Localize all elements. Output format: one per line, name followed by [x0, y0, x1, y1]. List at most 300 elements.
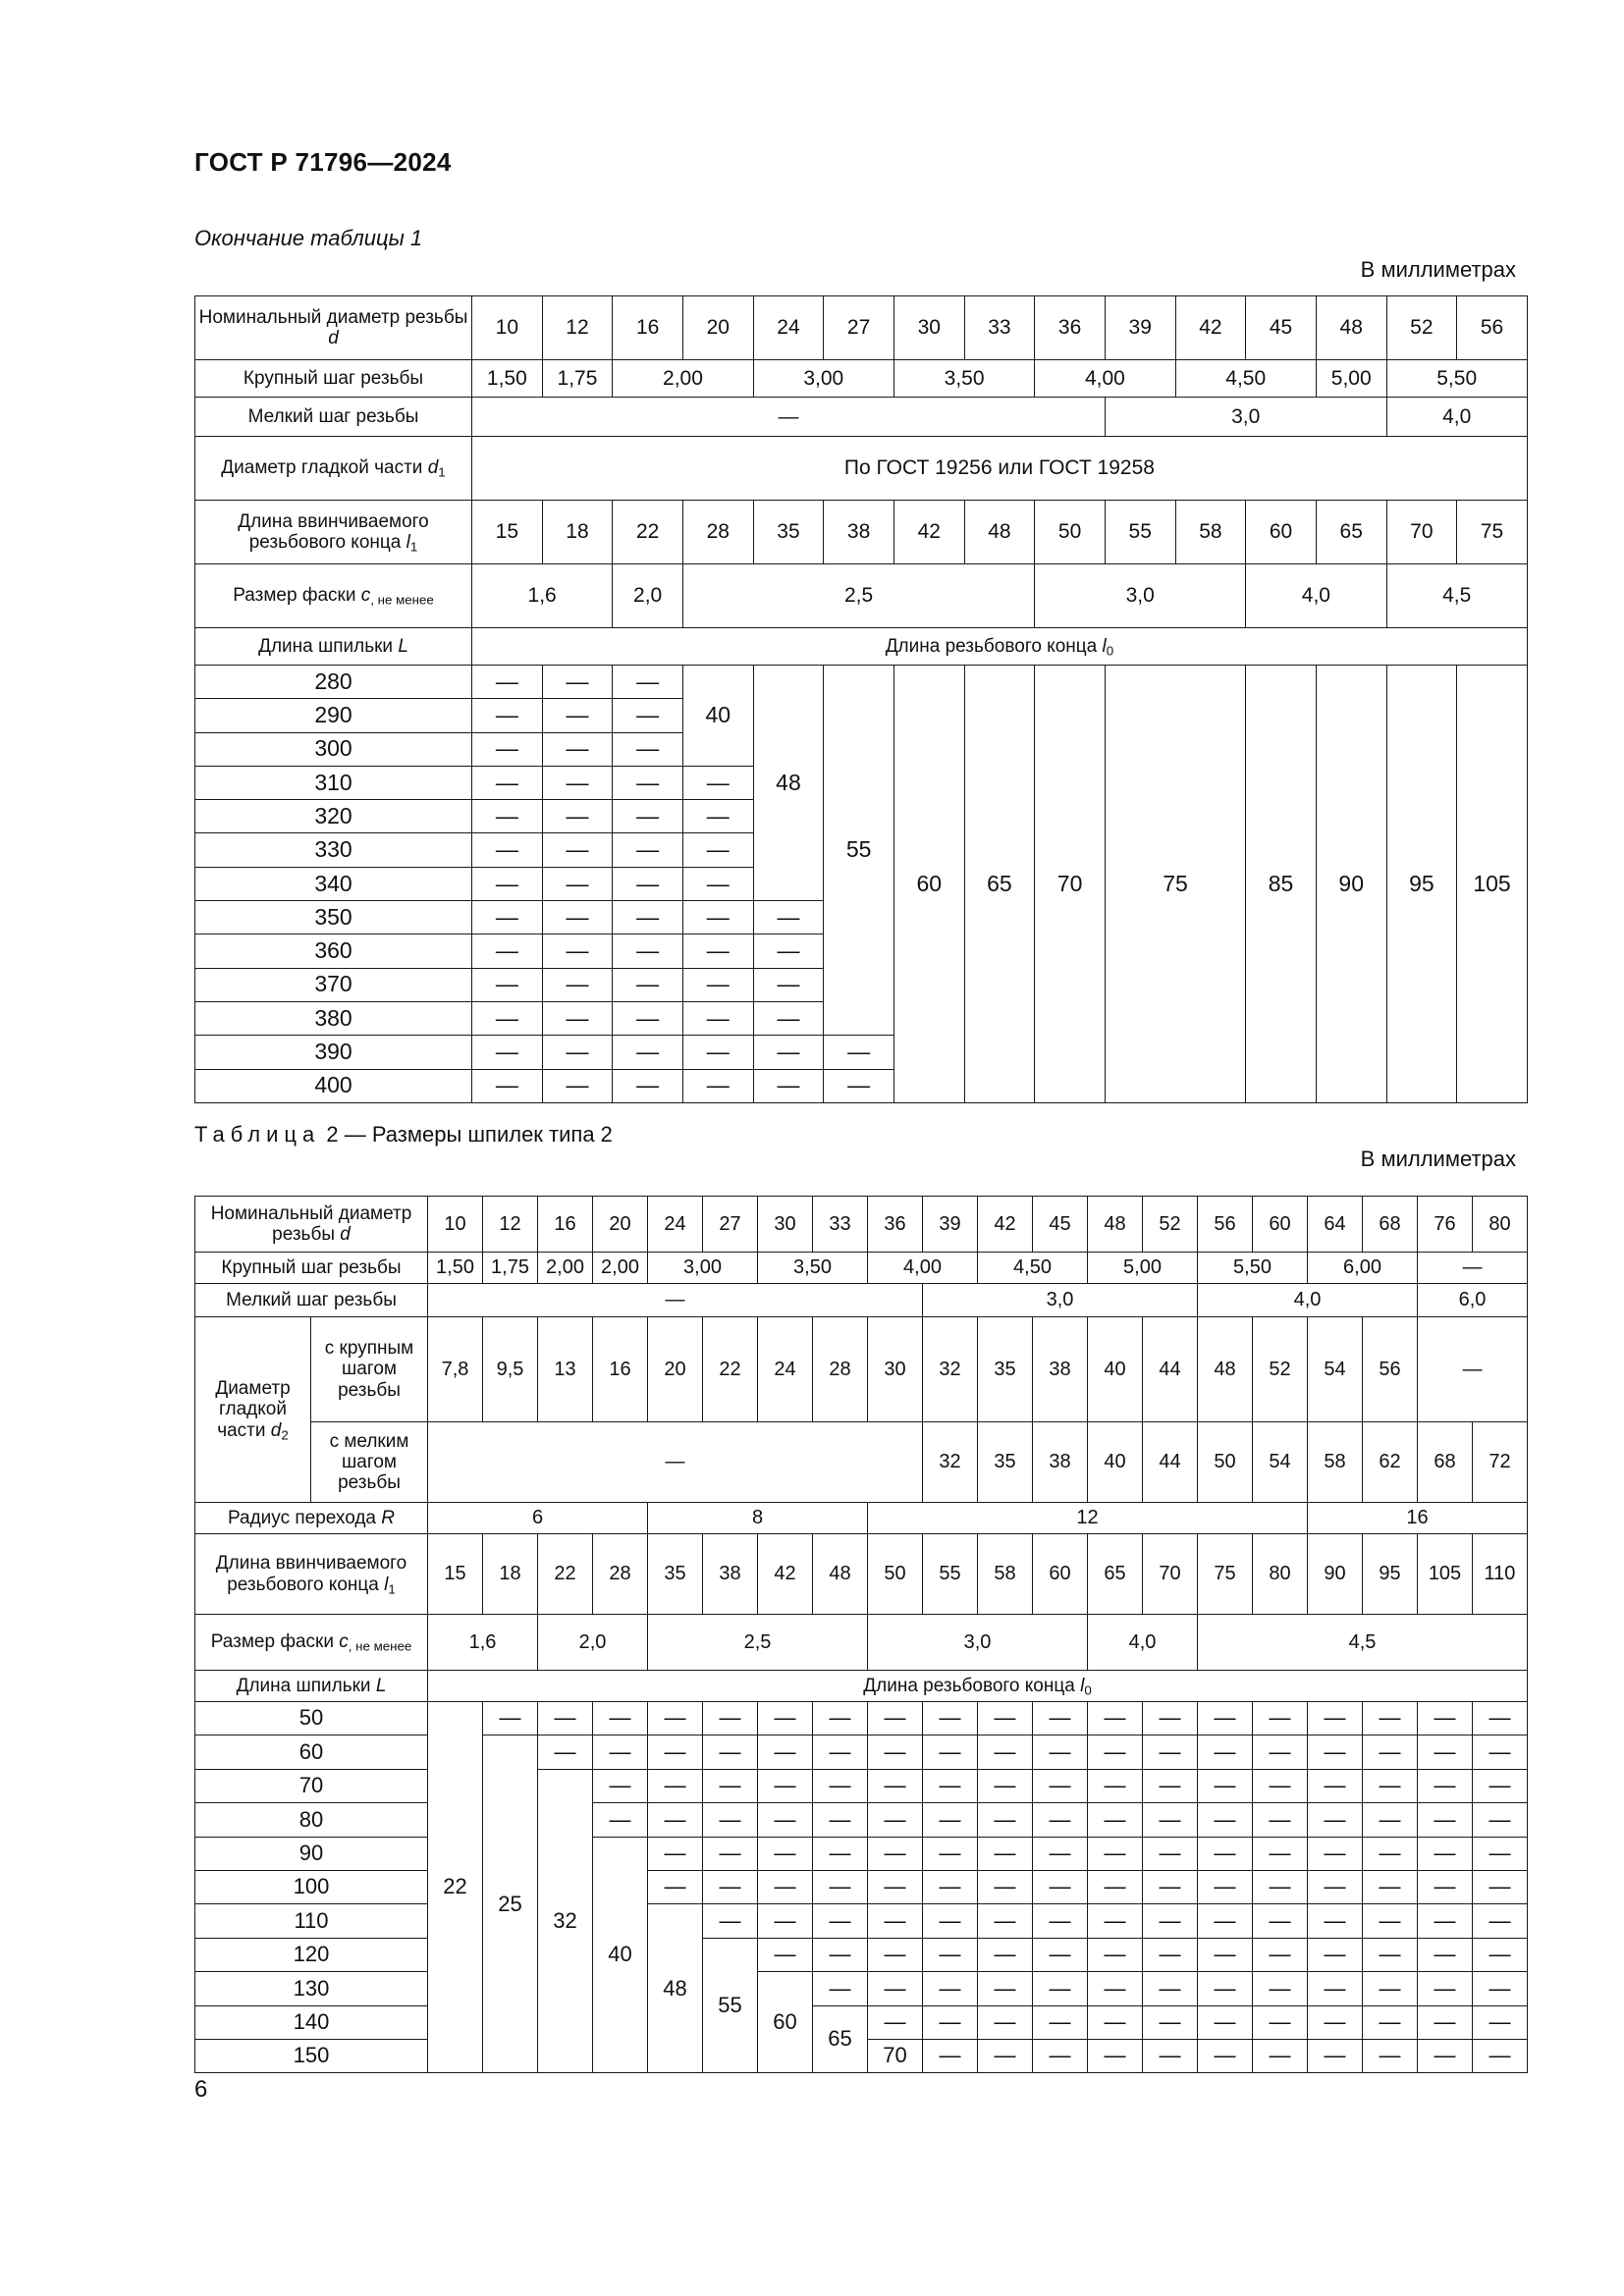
chamfer-cell: 2,0 [538, 1615, 648, 1671]
table-row [195, 1671, 1528, 1702]
fine-pitch-cell: 4,0 [1386, 398, 1527, 437]
dash-cell: — [1033, 2005, 1088, 2039]
table-row [195, 501, 1528, 564]
dash-cell: — [593, 1702, 648, 1735]
dash-cell: — [472, 766, 543, 799]
diameter-cell: 80 [1473, 1197, 1528, 1253]
screw-in-length-cell: 65 [1316, 501, 1386, 564]
chamfer-cell: 4,5 [1198, 1615, 1528, 1671]
dash-cell: — [472, 800, 543, 833]
table-row [195, 296, 1528, 360]
table2-caption-prefix: Таблица [194, 1122, 321, 1147]
screw-in-length-cell: 18 [542, 501, 613, 564]
thread-end-cell: 55 [824, 666, 894, 1036]
label-text: Диаметр гладкой части [215, 1378, 291, 1441]
dash-cell: — [1363, 1837, 1418, 1870]
dash-cell: — [824, 1036, 894, 1069]
smooth-coarse-cell: 48 [1198, 1317, 1253, 1422]
label-symbol: c [339, 1631, 349, 1653]
dash-cell: — [1198, 1938, 1253, 1971]
coarse-pitch-cell: 4,00 [868, 1253, 978, 1284]
table-row [195, 1253, 1528, 1284]
coarse-pitch-cell: 4,00 [1035, 360, 1175, 398]
screw-in-length-cell: 28 [682, 501, 753, 564]
dash-cell: — [613, 934, 683, 968]
dash-cell: — [472, 1069, 543, 1102]
stud-length-cell: 310 [195, 766, 472, 799]
diameter-cell: 76 [1418, 1197, 1473, 1253]
radius-cell: 8 [648, 1503, 868, 1534]
row-label [195, 564, 472, 628]
coarse-pitch-cell: 1,75 [483, 1253, 538, 1284]
smooth-coarse-cell: 56 [1363, 1317, 1418, 1422]
diameter-cell: 24 [753, 296, 824, 360]
smooth-coarse-cell: 20 [648, 1317, 703, 1422]
smooth-coarse-cell: 44 [1143, 1317, 1198, 1422]
smooth-fine-cell: — [428, 1422, 923, 1503]
dash-cell: — [1088, 1837, 1143, 1870]
dash-cell: — [1473, 1803, 1528, 1837]
label-symbol: d [427, 457, 439, 479]
table-row [195, 360, 1528, 398]
thread-end-cell: 22 [428, 1702, 483, 2073]
dash-cell: — [1143, 1972, 1198, 2005]
table-row [195, 564, 1528, 628]
dash-cell: — [648, 1702, 703, 1735]
dash-cell: — [613, 968, 683, 1001]
chamfer-cell: 2,5 [682, 564, 1034, 628]
dash-cell: — [868, 1837, 923, 1870]
stud-length-cell: 100 [195, 1870, 428, 1903]
table-row [195, 1769, 1528, 1802]
dash-cell: — [753, 1036, 824, 1069]
diameter-cell: 30 [893, 296, 964, 360]
coarse-pitch-cell: 4,50 [1175, 360, 1316, 398]
page-number: 6 [194, 2076, 208, 2103]
diameter-cell: 27 [703, 1197, 758, 1253]
row-label [195, 628, 472, 666]
thread-end-cell: 25 [483, 1735, 538, 2073]
dash-cell: — [824, 1069, 894, 1102]
dash-cell: — [753, 968, 824, 1001]
dash-cell: — [813, 1837, 868, 1870]
diameter-cell: 48 [1316, 296, 1386, 360]
row-label [195, 1503, 428, 1534]
diameter-cell: 52 [1143, 1197, 1198, 1253]
smooth-coarse-cell: 38 [1033, 1317, 1088, 1422]
label-subscript: 2 [281, 1426, 289, 1442]
dash-cell: — [1418, 2039, 1473, 2072]
dash-cell: — [1088, 1735, 1143, 1769]
dash-cell: — [648, 1837, 703, 1870]
dash-cell: — [978, 1702, 1033, 1735]
dash-cell: — [758, 1735, 813, 1769]
radius-cell: 6 [428, 1503, 648, 1534]
dash-cell: — [682, 800, 753, 833]
dash-cell: — [1198, 1702, 1253, 1735]
stud-length-cell: 280 [195, 666, 472, 699]
document-header: ГОСТ Р 71796—2024 [194, 147, 452, 177]
dash-cell: — [1143, 1735, 1198, 1769]
label-text: Длина ввинчиваемого резьбового конца [215, 1553, 407, 1595]
dash-cell: — [1033, 1735, 1088, 1769]
dash-cell: — [593, 1735, 648, 1769]
screw-in-length-cell: 18 [483, 1534, 538, 1615]
dash-cell: — [1033, 1837, 1088, 1870]
dash-cell: — [813, 1972, 868, 2005]
label-symbol: d [328, 328, 339, 348]
smooth-coarse-cell: 22 [703, 1317, 758, 1422]
dash-cell: — [1473, 1904, 1528, 1938]
dash-cell: — [978, 1870, 1033, 1903]
diameter-cell: 20 [593, 1197, 648, 1253]
label-symbol: c [360, 585, 371, 607]
coarse-pitch-cell: 5,00 [1316, 360, 1386, 398]
diameter-cell: 36 [868, 1197, 923, 1253]
dash-cell: — [613, 1001, 683, 1035]
dash-cell: — [682, 867, 753, 900]
diameter-cell: 64 [1308, 1197, 1363, 1253]
dash-cell: — [753, 901, 824, 934]
dash-cell: — [978, 1938, 1033, 1971]
smooth-fine-cell: 62 [1363, 1422, 1418, 1503]
fine-pitch-cell: 4,0 [1198, 1284, 1418, 1317]
dash-cell: — [593, 1769, 648, 1802]
coarse-pitch-cell: 2,00 [593, 1253, 648, 1284]
label-subscript: 1 [438, 464, 446, 480]
stud-length-cell: 50 [195, 1702, 428, 1735]
dash-cell: — [923, 1735, 978, 1769]
smooth-fine-cell: 35 [978, 1422, 1033, 1503]
dash-cell: — [472, 901, 543, 934]
label-text: Длина шпильки [236, 1675, 376, 1696]
stud-length-cell: 340 [195, 867, 472, 900]
coarse-pitch-cell: 2,00 [538, 1253, 593, 1284]
dash-cell: — [542, 1001, 613, 1035]
diameter-cell: 33 [964, 296, 1035, 360]
dash-cell: — [542, 800, 613, 833]
dash-cell: — [682, 1036, 753, 1069]
dash-cell: — [1418, 1904, 1473, 1938]
dash-cell: — [1308, 1870, 1363, 1903]
dash-cell: — [1363, 2005, 1418, 2039]
dash-cell: — [868, 1803, 923, 1837]
dash-cell: — [483, 1702, 538, 1735]
chamfer-cell: 4,0 [1246, 564, 1386, 628]
dash-cell: — [1473, 2005, 1528, 2039]
dash-cell: — [648, 1870, 703, 1903]
table-row [195, 1422, 1528, 1503]
smooth-coarse-cell: 13 [538, 1317, 593, 1422]
dash-cell: — [1033, 1904, 1088, 1938]
dash-cell: — [1088, 1904, 1143, 1938]
dash-cell: — [613, 732, 683, 766]
table-row [195, 437, 1528, 501]
table-row [195, 1615, 1528, 1671]
diameter-cell: 16 [538, 1197, 593, 1253]
dash-cell: — [682, 1069, 753, 1102]
dash-cell: — [1473, 1769, 1528, 1802]
thread-end-cell: 60 [893, 666, 964, 1103]
dash-cell: — [868, 1904, 923, 1938]
dash-cell: — [1143, 1904, 1198, 1938]
dash-cell: — [868, 1769, 923, 1802]
screw-in-length-cell: 65 [1088, 1534, 1143, 1615]
diameter-cell: 30 [758, 1197, 813, 1253]
table2-units: В миллиметрах [1360, 1147, 1516, 1171]
smooth-coarse-cell: 35 [978, 1317, 1033, 1422]
screw-in-length-cell: 22 [538, 1534, 593, 1615]
dash-cell: — [682, 901, 753, 934]
stud-length-cell: 300 [195, 732, 472, 766]
dash-cell: — [758, 1870, 813, 1903]
dash-cell: — [923, 1769, 978, 1802]
screw-in-length-cell: 50 [1035, 501, 1106, 564]
thread-end-cell: 40 [593, 1837, 648, 2073]
dash-cell: — [978, 1769, 1033, 1802]
screw-in-length-cell: 110 [1473, 1534, 1528, 1615]
dash-cell: — [1363, 1938, 1418, 1971]
sub-label: с крупным шагом резьбы [311, 1317, 428, 1422]
table-row [195, 1317, 1528, 1422]
coarse-pitch-cell: 3,00 [753, 360, 893, 398]
chamfer-cell: 1,6 [472, 564, 613, 628]
diameter-cell: 10 [428, 1197, 483, 1253]
dash-cell: — [648, 1803, 703, 1837]
diameter-cell: 16 [613, 296, 683, 360]
dash-cell: — [703, 1803, 758, 1837]
label-text: Номинальный диаметр резьбы [198, 306, 468, 328]
radius-cell: 12 [868, 1503, 1308, 1534]
coarse-pitch-cell: 3,50 [758, 1253, 868, 1284]
dash-cell: — [1418, 1870, 1473, 1903]
label-symbol: l [384, 1574, 389, 1595]
dash-cell: — [1363, 1972, 1418, 2005]
dash-cell: — [703, 1702, 758, 1735]
screw-in-length-cell: 50 [868, 1534, 923, 1615]
screw-in-length-cell: 70 [1386, 501, 1457, 564]
label-text: Номинальный диаметр резьбы [210, 1202, 412, 1245]
label-text: Радиус перехода [227, 1507, 382, 1528]
thread-end-cell: 55 [703, 1938, 758, 2073]
diameter-cell: 42 [978, 1197, 1033, 1253]
screw-in-length-cell: 35 [648, 1534, 703, 1615]
dash-cell: — [868, 1972, 923, 2005]
dash-cell: — [1033, 2039, 1088, 2072]
diameter-cell: 27 [824, 296, 894, 360]
dash-cell: — [703, 1870, 758, 1903]
dash-cell: — [1363, 1702, 1418, 1735]
thread-end-cell: 70 [868, 2039, 923, 2072]
dash-cell: — [1198, 1904, 1253, 1938]
stud-length-cell: 360 [195, 934, 472, 968]
stud-length-cell: 140 [195, 2005, 428, 2039]
dash-cell: — [1088, 2005, 1143, 2039]
smooth-coarse-cell: 28 [813, 1317, 868, 1422]
row-label [195, 296, 472, 360]
row-label: Мелкий шаг резьбы [195, 1284, 428, 1317]
dash-cell: — [868, 1735, 923, 1769]
row-label [195, 437, 472, 501]
dash-cell: — [1253, 1837, 1308, 1870]
dash-cell: — [1363, 1904, 1418, 1938]
label-subscript: 1 [388, 1580, 396, 1596]
screw-in-length-cell: 15 [428, 1534, 483, 1615]
table-row [195, 1534, 1528, 1615]
screw-in-length-cell: 15 [472, 501, 543, 564]
dash-cell: — [1418, 1837, 1473, 1870]
dash-cell: — [613, 1036, 683, 1069]
dash-cell: — [813, 1803, 868, 1837]
dash-cell: — [1198, 1769, 1253, 1802]
dash-cell: — [978, 1837, 1033, 1870]
dash-cell: — [1143, 2005, 1198, 2039]
thread-end-cell: 65 [964, 666, 1035, 1103]
screw-in-length-cell: 75 [1198, 1534, 1253, 1615]
dash-cell: — [542, 1036, 613, 1069]
dash-cell: — [978, 2039, 1033, 2072]
dash-cell: — [593, 1803, 648, 1837]
thread-end-cell: 40 [682, 666, 753, 767]
dash-cell: — [868, 1870, 923, 1903]
dash-cell: — [1363, 1769, 1418, 1802]
dash-cell: — [758, 1803, 813, 1837]
fine-pitch-cell: — [472, 398, 1106, 437]
table-row [195, 2005, 1528, 2039]
dash-cell: — [1253, 2039, 1308, 2072]
dash-cell: — [472, 934, 543, 968]
dash-cell: — [868, 1938, 923, 1971]
smooth-fine-cell: 32 [923, 1422, 978, 1503]
dash-cell: — [613, 800, 683, 833]
label-text: Диаметр гладкой части [221, 457, 428, 479]
screw-in-length-cell: 80 [1253, 1534, 1308, 1615]
thread-end-cell: 70 [1035, 666, 1106, 1103]
table-row [195, 1870, 1528, 1903]
coarse-pitch-cell: 5,50 [1386, 360, 1527, 398]
stud-length-cell: 350 [195, 901, 472, 934]
table-row [195, 398, 1528, 437]
dash-cell: — [613, 666, 683, 699]
dash-cell: — [703, 1769, 758, 1802]
screw-in-length-cell: 58 [978, 1534, 1033, 1615]
dash-cell: — [538, 1702, 593, 1735]
table-row [195, 1702, 1528, 1735]
dash-cell: — [542, 1069, 613, 1102]
dash-cell: — [703, 1904, 758, 1938]
dash-cell: — [1143, 1837, 1198, 1870]
dash-cell: — [613, 766, 683, 799]
dash-cell: — [978, 2005, 1033, 2039]
dash-cell: — [1308, 1837, 1363, 1870]
dash-cell: — [1418, 2005, 1473, 2039]
dash-cell: — [542, 766, 613, 799]
smooth-coarse-cell: 54 [1308, 1317, 1363, 1422]
coarse-pitch-cell: 1,50 [428, 1253, 483, 1284]
dash-cell: — [1253, 1769, 1308, 1802]
stud-length-cell: 130 [195, 1972, 428, 2005]
smooth-fine-cell: 38 [1033, 1422, 1088, 1503]
coarse-pitch-cell: — [1418, 1253, 1528, 1284]
label-text: Размер фаски [233, 585, 361, 607]
dash-cell: — [1143, 2039, 1198, 2072]
table2-caption-rest: 2 — Размеры шпилек типа 2 [320, 1122, 613, 1147]
dash-cell: — [923, 1870, 978, 1903]
coarse-pitch-cell: 2,00 [613, 360, 753, 398]
dash-cell: — [1473, 1735, 1528, 1769]
dash-cell: — [472, 666, 543, 699]
table1-caption: Окончание таблицы 1 [194, 226, 423, 250]
dash-cell: — [542, 867, 613, 900]
dash-cell: — [542, 699, 613, 732]
dash-cell: — [758, 1769, 813, 1802]
dash-cell: — [1363, 1735, 1418, 1769]
label-symbol: L [375, 1675, 387, 1696]
coarse-pitch-cell: 4,50 [978, 1253, 1088, 1284]
dash-cell: — [753, 1001, 824, 1035]
dash-cell: — [1308, 1904, 1363, 1938]
chamfer-cell: 3,0 [868, 1615, 1088, 1671]
label-text: Длина ввинчиваемого резьбового конца [238, 510, 429, 553]
dash-cell: — [1088, 2039, 1143, 2072]
dash-cell: — [1088, 1702, 1143, 1735]
coarse-pitch-cell: 1,50 [472, 360, 543, 398]
sub-label: с мелким шагом резьбы [311, 1422, 428, 1503]
dash-cell: — [1033, 1938, 1088, 1971]
table1 [194, 295, 1528, 1103]
thread-end-cell: 60 [758, 1972, 813, 2073]
diameter-cell: 48 [1088, 1197, 1143, 1253]
screw-in-length-cell: 90 [1308, 1534, 1363, 1615]
dash-cell: — [472, 867, 543, 900]
dash-cell: — [923, 1938, 978, 1971]
dash-cell: — [1033, 1769, 1088, 1802]
diameter-cell: 10 [472, 296, 543, 360]
dash-cell: — [923, 1972, 978, 2005]
screw-in-length-cell: 60 [1246, 501, 1317, 564]
stud-length-cell: 150 [195, 2039, 428, 2072]
smooth-fine-cell: 50 [1198, 1422, 1253, 1503]
screw-in-length-cell: 95 [1363, 1534, 1418, 1615]
smooth-fine-cell: 54 [1253, 1422, 1308, 1503]
dash-cell: — [978, 1735, 1033, 1769]
dash-cell: — [1253, 1938, 1308, 1971]
dash-cell: — [703, 1735, 758, 1769]
chamfer-cell: 2,5 [648, 1615, 868, 1671]
diameter-cell: 12 [542, 296, 613, 360]
dash-cell: — [813, 1702, 868, 1735]
dash-cell: — [1253, 1702, 1308, 1735]
thread-end-cell: 32 [538, 1769, 593, 2073]
coarse-pitch-cell: 5,50 [1198, 1253, 1308, 1284]
dash-cell: — [1088, 1972, 1143, 2005]
diameter-cell: 24 [648, 1197, 703, 1253]
label-symbol: l [1102, 635, 1107, 657]
dash-cell: — [542, 968, 613, 1001]
row-label [195, 1534, 428, 1615]
diameter-cell: 39 [1105, 296, 1175, 360]
smooth-fine-cell: 72 [1473, 1422, 1528, 1503]
screw-in-length-cell: 42 [893, 501, 964, 564]
row-label [195, 1615, 428, 1671]
dash-cell: — [1473, 1870, 1528, 1903]
stud-length-cell: 80 [195, 1803, 428, 1837]
screw-in-length-cell: 105 [1418, 1534, 1473, 1615]
dash-cell: — [1198, 1837, 1253, 1870]
dash-cell: — [1473, 1938, 1528, 1971]
dash-cell: — [1308, 2005, 1363, 2039]
dash-cell: — [1143, 1769, 1198, 1802]
